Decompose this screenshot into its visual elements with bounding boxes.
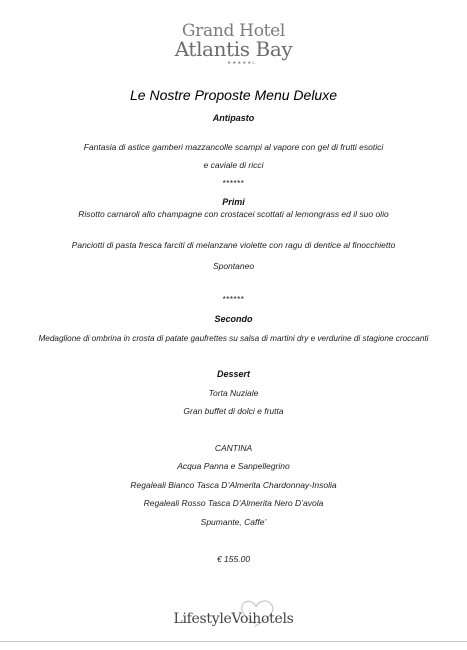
cantina-line-4: Spumante, Caffe’ [200, 517, 267, 527]
footer-brand-text: LifestyleVoihotels [173, 611, 294, 627]
antipasto-line-2: e caviale di ricci [203, 160, 264, 170]
secondo-heading: Secondo [214, 314, 253, 324]
primi-line-2: Panciotti di pasta fresca farciti di melanzane violette con ragu di dentice al finocchietto [71, 240, 396, 250]
menu-title: Le Nostre Proposte Menu Deluxe [130, 87, 337, 103]
footer-brand [0, 610, 467, 628]
dessert-line-2: Gran buffet di dolci e frutta [183, 406, 284, 416]
cantina-heading: CANTINA [214, 443, 253, 453]
cantina-line-1: Acqua Panna e Sanpellegrino [177, 461, 290, 471]
secondo-line-1: Medaglione di ombrina in crosta di patate gaufrettes su salsa di martini dry e verdurine di stagione croccanti [38, 334, 429, 343]
dessert-line-1: Torta Nuziale [208, 388, 259, 398]
page-bottom-divider [0, 641, 467, 642]
separator-1: ****** [222, 179, 245, 188]
hotel-name-line1: Grand Hotel [181, 21, 286, 41]
hotel-stars: ★★★★★L [227, 60, 256, 65]
separator-2: ****** [222, 295, 245, 304]
cantina-line-2: Regaleali Bianco Tasca D’Almerita Chardonnay-Insolia [130, 480, 337, 490]
antipasto-heading: Antipasto [212, 113, 255, 123]
primi-line-1: Risotto carnaroli allo champagne con crostacei scottati al lemongrass ed il suo olio [78, 209, 389, 219]
primi-line-3: Spontaneo [212, 261, 255, 271]
hotel-name-line2: Atlantis Bay [174, 37, 293, 61]
primi-heading: Primi [222, 197, 245, 207]
antipasto-line-1: Fantasia di astice gamberi mazzancolle scampi al vapore con gel di frutti esotici [83, 142, 384, 152]
dessert-heading: Dessert [216, 369, 251, 379]
menu-price: € 155.00 [216, 554, 251, 564]
cantina-line-3: Regaleali Rosso Tasca D’Almerita Nero D’avola [143, 498, 324, 508]
